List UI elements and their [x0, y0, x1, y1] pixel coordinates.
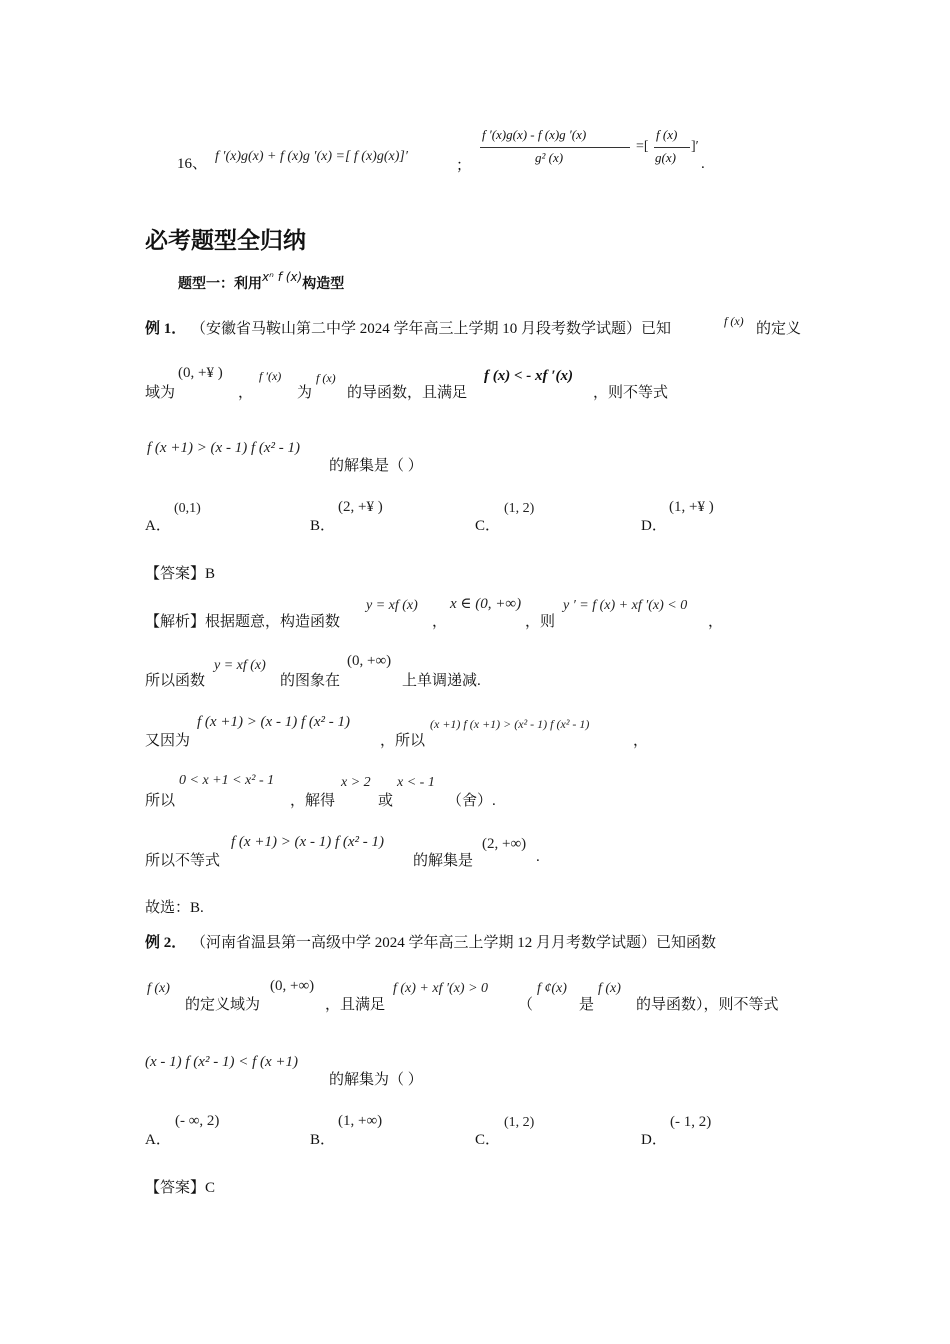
- example-2-fprime: f ¢(x): [537, 981, 567, 996]
- fraction-numerator: f ′(x)g(x) - f (x)g ′(x): [482, 127, 587, 142]
- text: （舍）.: [447, 793, 496, 809]
- option-d-math: (- 1, 2): [670, 1114, 712, 1130]
- example-1-label: 例 1．: [145, 321, 187, 337]
- comma: ，: [633, 733, 649, 749]
- solution-1-math: y = xf (x): [214, 658, 266, 673]
- option-a-label: A．: [145, 1132, 171, 1148]
- example-2-solution-set-text: 的解集为（ ）: [329, 1072, 423, 1088]
- example-2-fx-2: f (x): [598, 981, 621, 996]
- example-2-label: 例 2．: [145, 935, 187, 951]
- solution-1-math: (x +1) f (x +1) > (x² - 1) f (x² - 1): [430, 717, 590, 731]
- solution-1-math: f (x +1) > (x - 1) f (x² - 1): [231, 834, 385, 850]
- type-heading-math: xⁿ f (x): [262, 270, 303, 284]
- formula-16-lhs: f ′(x)g(x) + f (x)g ′(x) =[ f (x)g(x)]′: [215, 149, 408, 164]
- text-then: ，则: [525, 614, 556, 630]
- example-2-domain: (0, +∞): [270, 978, 315, 994]
- option-b-math: (2, +¥ ): [338, 499, 383, 515]
- example-1-fprime: f ′(x): [259, 369, 282, 383]
- text: ，解得: [290, 793, 336, 809]
- text-or: 或: [378, 793, 394, 809]
- formula-16-equals: =[: [636, 139, 649, 154]
- solution-1-math: y = xf (x): [366, 598, 418, 613]
- option-c-label: C．: [475, 518, 501, 534]
- answer-2: 【答案】C: [145, 1180, 216, 1196]
- solution-1-line-4: 所以: [145, 793, 176, 809]
- solution-1-line-5: 所以不等式: [145, 853, 221, 869]
- type-heading: [178, 270, 345, 293]
- period: .: [536, 849, 540, 865]
- solution-1-conclusion: 故选：B.: [145, 900, 204, 916]
- solution-1-line-3: 又因为: [145, 733, 191, 749]
- fraction-denominator: g(x): [655, 150, 676, 165]
- paren-open: （: [518, 997, 534, 1013]
- option-d-label: D．: [641, 1132, 667, 1148]
- comma: ，: [238, 385, 254, 401]
- text-wei: 为: [297, 385, 313, 401]
- fraction-bar: [654, 147, 690, 148]
- example-1-def: 的定义: [756, 321, 802, 337]
- formula-16-fraction: [480, 127, 630, 171]
- text: 的解集是: [413, 853, 474, 869]
- example-1-source: （安徽省马鞍山第二中学 2024 学年高三上学期 10 月段考数学试题）已知: [191, 321, 672, 337]
- comma: ，: [432, 614, 448, 630]
- example-1-condition: f (x) < - xf ′(x): [484, 368, 573, 384]
- example-2-condition: f (x) + xf ′(x) > 0: [393, 981, 489, 996]
- fraction-numerator: f (x): [656, 127, 678, 142]
- section-title: 必考题型全归纳: [145, 228, 306, 254]
- formula-16-fraction-2: [654, 127, 692, 171]
- example-1-fx: f (x): [724, 314, 744, 328]
- example-2-domain-label: 的定义域为: [185, 997, 261, 1013]
- option-c-label: C．: [475, 1132, 501, 1148]
- type-heading-prefix: 题型一：利用: [178, 276, 262, 292]
- answer-1: 【答案】B: [145, 566, 216, 582]
- text: 上单调递减.: [402, 673, 481, 689]
- formula-16-end: .: [701, 156, 705, 172]
- option-d-math: (1, +¥ ): [669, 499, 714, 515]
- text: 的导函数），则不等式: [636, 997, 779, 1013]
- text: 的图象在: [280, 673, 341, 689]
- solution-1-math: (0, +∞): [347, 653, 392, 669]
- solution-1-math: 0 < x +1 < x² - 1: [179, 773, 275, 788]
- option-a-label: A．: [145, 518, 171, 534]
- solution-1-math: f (x +1) > (x - 1) f (x² - 1): [197, 714, 351, 730]
- example-1-domain: (0, +¥ ): [178, 365, 223, 381]
- type-heading-suffix: 构造型: [302, 276, 345, 292]
- option-b-math: (1, +∞): [338, 1113, 383, 1129]
- solution-1-math: x ∈ (0, +∞): [450, 596, 522, 612]
- formula-16-separator: ；: [456, 158, 472, 174]
- option-d-label: D．: [641, 518, 667, 534]
- text: ，且满足: [325, 997, 386, 1013]
- solution-1-math: (2, +∞): [482, 836, 527, 852]
- option-c-math: (1, 2): [504, 1115, 535, 1130]
- fraction-denominator: g² (x): [535, 150, 564, 165]
- example-1-domain-label: 域为: [145, 385, 176, 401]
- item-number-16: 16、: [177, 156, 208, 172]
- example-2-inequality: (x - 1) f (x² - 1) < f (x +1): [145, 1054, 299, 1070]
- option-a-math: (0,1): [174, 501, 201, 516]
- option-c-math: (1, 2): [504, 501, 535, 516]
- formula-16-close: ]′: [691, 139, 699, 154]
- fraction-bar: [480, 147, 630, 148]
- text: ，所以: [380, 733, 426, 749]
- example-2-source: （河南省温县第一高级中学 2024 学年高三上学期 12 月月考数学试题）已知函数: [191, 935, 717, 951]
- example-2-fx: f (x): [147, 981, 170, 996]
- example-1-fx-2: f (x): [316, 371, 336, 385]
- option-b-label: B．: [310, 518, 336, 534]
- text-shi: 是: [579, 997, 595, 1013]
- comma: ，: [708, 614, 724, 630]
- solution-1-line-1: 【解析】根据题意，构造函数: [145, 614, 341, 630]
- option-a-math: (- ∞, 2): [175, 1113, 220, 1129]
- example-1-inequality: f (x +1) > (x - 1) f (x² - 1): [147, 440, 301, 456]
- option-b-label: B．: [310, 1132, 336, 1148]
- example-1-solution-set-text: 的解集是（ ）: [329, 458, 423, 474]
- solution-1-math: x > 2: [341, 775, 371, 790]
- solution-1-math: y ′ = f (x) + xf ′(x) < 0: [563, 598, 688, 613]
- solution-1-line-2: 所以函数: [145, 673, 206, 689]
- example-1-then: ，则不等式: [593, 385, 669, 401]
- solution-1-math: x < - 1: [397, 775, 435, 790]
- example-1-derivative-text: 的导函数，且满足: [347, 385, 468, 401]
